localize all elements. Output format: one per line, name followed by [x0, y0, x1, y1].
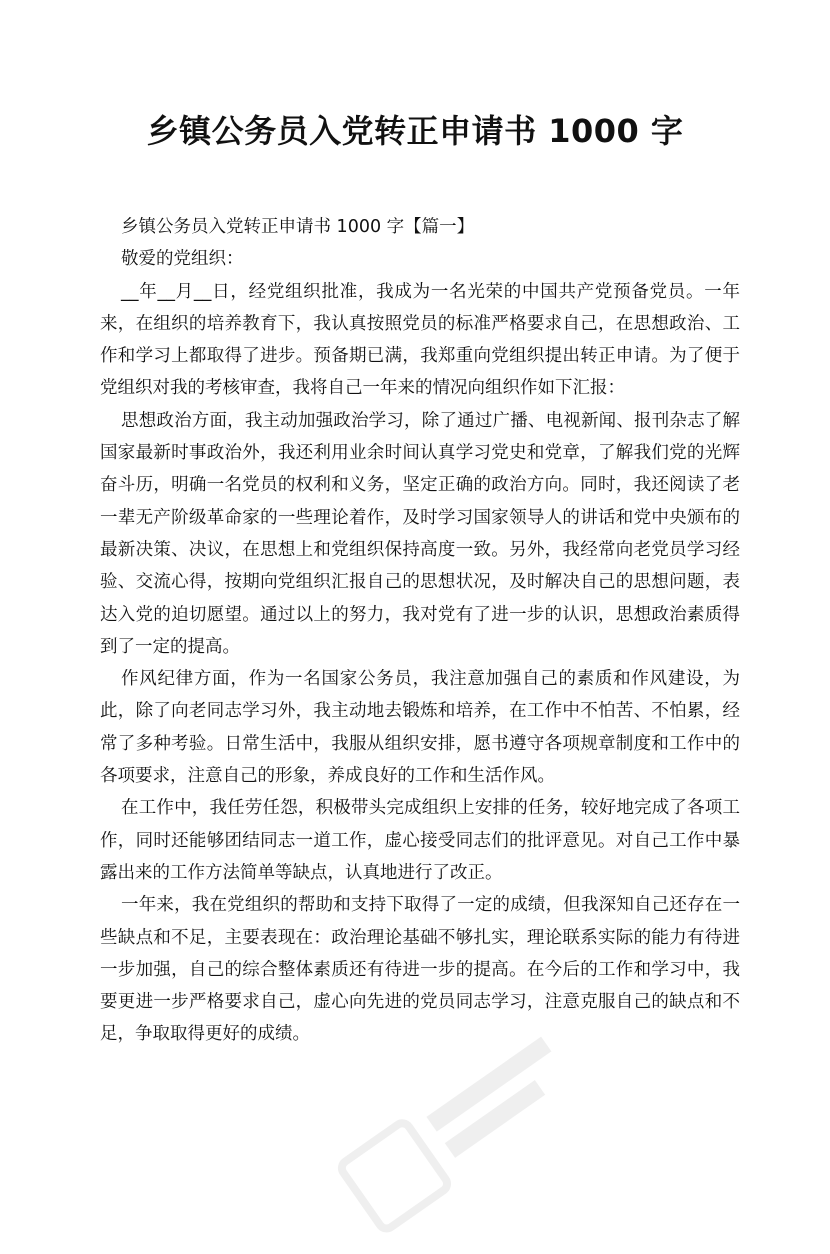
body-paragraph: 一年来，我在党组织的帮助和支持下取得了一定的成绩，但我深知自己还存在一些缺点和不足，主要表现在：政治理论基础不够扎实，理论联系实际的能力有待进一步加强，自己的综合整体素质还有待进一步的提高。在今后的工作和学习中，我要更进一步严格要求自己，虚心向先进的党员同志学习，注意克服自己的缺点和不足，争取取得更好的成绩。 [100, 895, 740, 1045]
body-paragraph: 在工作中，我任劳任怨，积极带头完成组织上安排的任务，较好地完成了各项工作，同时还能够团结同志一道工作，虚心接受同志们的批评意见。对自己工作中暴露出来的工作方法简单等缺点，认真地进行了改正。 [100, 798, 740, 883]
salutation-paragraph: 敬爱的党组织： [121, 249, 244, 270]
document-title: 乡镇公务员入党转正申请书 1000 字 [146, 112, 684, 150]
body-paragraph: __年__月__日，经党组织批准，我成为一名光荣的中国共产党预备党员。一年来，在组织的培养教育下，我认真按照党员的标准严格要求自己，在思想政治、工作和学习上都取得了进步。预备期已满，我郑重向党组织提出转正申请。为了便于党组织对我的考核审查，我将自己一年来的情况向组织作如下汇报： [100, 281, 740, 399]
document-body [100, 211, 740, 1051]
body-paragraph: 作风纪律方面，作为一名国家公务员，我注意加强自己的素质和作风建设，为此，除了向老同志学习外，我主动地去锻炼和培养，在工作中不怕苦、不怕累，经常了多种考验。日常生活中，我服从组织安排，愿书遵守各项规章制度和工作中的各项要求，注意自己的形象，养成良好的工作和生活作风。 [100, 669, 740, 787]
body-paragraph: 思想政治方面，我主动加强政治学习，除了通过广播、电视新闻、报刊杂志了解国家最新时事政治外，我还利用业余时间认真学习党史和党章，了解我们党的光辉奋斗历，明确一名党员的权利和义务，坚定正确的政治方向。同时，我还阅读了老一辈无产阶级革命家的一些理论着作，及时学习国家领导人的讲话和党中央颁布的最新决策、决议，在思想上和党组织保持高度一致。另外，我经常向老党员学习经验、交流心得，按期向党组织汇报自己的思想状况，及时解决自己的思想问题，表达入党的迫切愿望。通过以上的努力，我对党有了进一步的认识，思想政治素质得到了一定的提高。 [100, 410, 740, 657]
subtitle-paragraph: 乡镇公务员入党转正申请书 1000 字【篇一】 [121, 217, 475, 237]
